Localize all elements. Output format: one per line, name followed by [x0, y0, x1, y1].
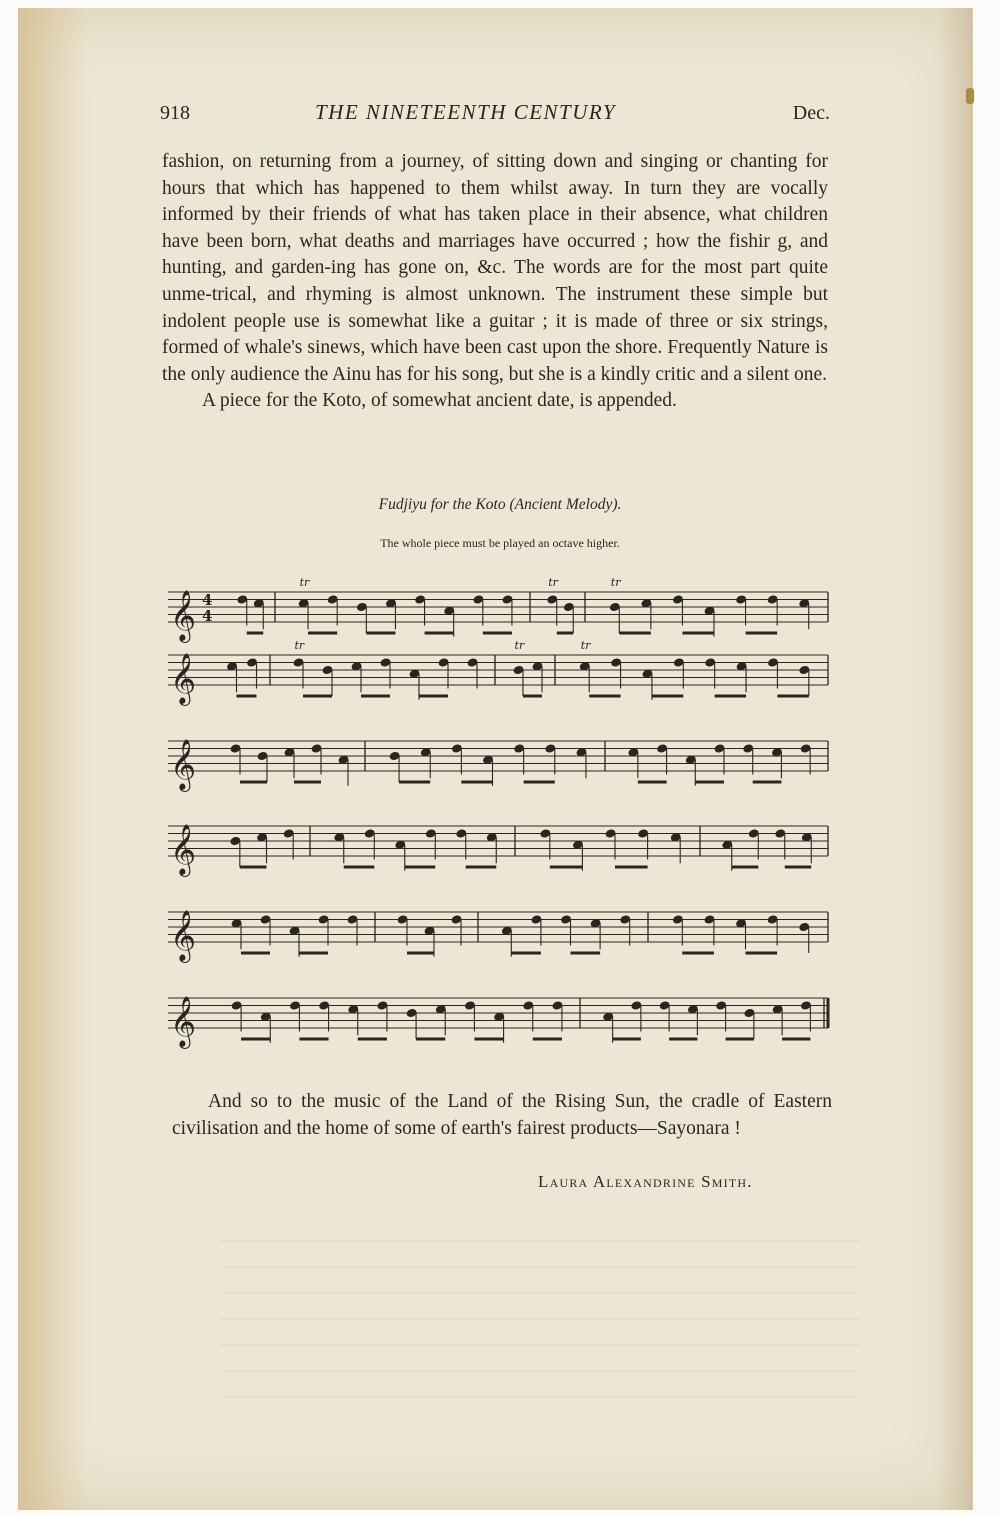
- paragraph-1: fashion, on returning from a journey, of sitting down and singing or chanting for hours that which has happened to them whilst away. In turn they are vocally informed by their friends of what has taken place in their absence, what children have been born, what deaths and marriages have occurred ; how the fishir g, and hunting, and garden-ing has gone on, &c. The words are for the most part quite unme-trical, and rhyming is almost unknown. The instrument these simple but indolent people use is somewhat like a guitar ; it is made of three or six strings, formed of whale's sinews, which have been cast upon the shore. Frequently Nature is the only audience the Ainu has for his song, but she is a kindly critic and a silent one.: [162, 151, 828, 385]
- trill-mark: tr: [299, 576, 310, 589]
- music-title: Fudjiyu for the Koto (Ancient Melody).: [378, 496, 622, 513]
- running-header: [160, 100, 830, 130]
- barlines: [270, 592, 828, 1028]
- treble-clefs: [170, 590, 196, 1049]
- treble-clef-icon: 𝄞: [170, 653, 197, 704]
- trill-mark: tr: [514, 639, 525, 652]
- journal-title: THE NINETEENTH CENTURY: [315, 100, 617, 124]
- trill-mark: tr: [580, 639, 591, 652]
- treble-clef-icon: 𝄞: [170, 910, 197, 961]
- trill-mark: tr: [548, 576, 558, 589]
- notes: [226, 576, 813, 1043]
- trill-mark: tr: [610, 576, 621, 589]
- treble-clef-icon: 𝄞: [170, 590, 197, 641]
- author-signature: Laura Alexandrine Smith.: [538, 1172, 753, 1191]
- time-signature-bottom: 4: [202, 607, 213, 625]
- music-score: [160, 550, 850, 1070]
- issue-month: Dec.: [792, 102, 830, 124]
- trill-mark: tr: [294, 639, 305, 652]
- treble-clef-icon: 𝄞: [170, 824, 197, 875]
- page-number: 918: [160, 102, 190, 124]
- paper-edge-shadow: [938, 8, 972, 1510]
- staff-lines: [168, 592, 828, 1028]
- show-through-text: [220, 1240, 860, 1400]
- edge-stain: [18, 8, 88, 1510]
- closing-paragraph: [172, 1089, 832, 1142]
- time-signature: [202, 591, 212, 625]
- music-instruction: The whole piece must be played an octave higher.: [380, 536, 620, 550]
- article-body: [162, 149, 828, 415]
- staple: [966, 88, 974, 104]
- treble-clef-icon: 𝄞: [170, 739, 197, 790]
- paragraph-2: A piece for the Koto, of somewhat ancient date, is appended.: [202, 390, 677, 412]
- closing-text: And so to the music of the Land of the Rising Sun, the cradle of Eastern civilisation and the home of some of earth's fairest products—Sayonara !: [172, 1091, 832, 1139]
- treble-clef-icon: 𝄞: [170, 996, 197, 1047]
- time-signature-top: 4: [202, 591, 213, 609]
